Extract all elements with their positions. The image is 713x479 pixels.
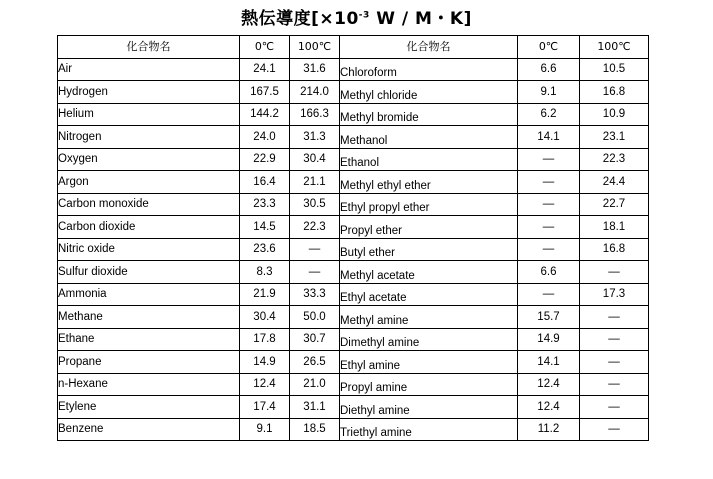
value-100c-right: — — [580, 261, 649, 284]
table-row — [58, 373, 649, 396]
value-0c-right: — — [518, 171, 580, 194]
value-100c-right: 24.4 — [580, 171, 649, 194]
compound-name-right: Methanol — [340, 126, 518, 149]
value-100c-left: 30.7 — [290, 328, 340, 351]
value-0c-left: 167.5 — [240, 81, 290, 104]
compound-name-right: Methyl bromide — [340, 103, 518, 126]
compound-name-right: Ethyl amine — [340, 351, 518, 374]
value-100c-left: 30.5 — [290, 193, 340, 216]
value-100c-right: 10.9 — [580, 103, 649, 126]
page-title — [0, 4, 713, 29]
value-100c-left: 18.5 — [290, 418, 340, 441]
value-0c-left: 24.0 — [240, 126, 290, 149]
value-0c-right: 14.1 — [518, 126, 580, 149]
compound-name-right: Diethyl amine — [340, 396, 518, 419]
value-0c-right: 12.4 — [518, 396, 580, 419]
value-0c-left: 17.4 — [240, 396, 290, 419]
table-row — [58, 283, 649, 306]
value-100c-right: 22.3 — [580, 148, 649, 171]
compound-name-right: Dimethyl amine — [340, 328, 518, 351]
value-100c-right: — — [580, 328, 649, 351]
value-0c-right: — — [518, 283, 580, 306]
title-unit: W / M・K] — [369, 9, 472, 29]
thermal-conductivity-table — [57, 35, 649, 441]
table-row — [58, 328, 649, 351]
value-100c-left: 166.3 — [290, 103, 340, 126]
value-0c-left: 22.9 — [240, 148, 290, 171]
compound-name-left: Sulfur dioxide — [58, 261, 240, 284]
compound-name-left: Ammonia — [58, 283, 240, 306]
table-row — [58, 148, 649, 171]
header-100c-left: 100℃ — [290, 36, 340, 59]
value-0c-right: — — [518, 148, 580, 171]
value-0c-left: 23.3 — [240, 193, 290, 216]
table-row — [58, 103, 649, 126]
compound-name-left: Benzene — [58, 418, 240, 441]
compound-name-right: Ethyl propyl ether — [340, 193, 518, 216]
compound-name-left: Propane — [58, 351, 240, 374]
compound-name-left: Argon — [58, 171, 240, 194]
table-row — [58, 126, 649, 149]
value-100c-right: 22.7 — [580, 193, 649, 216]
table-row — [58, 306, 649, 329]
compound-name-right: Triethyl amine — [340, 418, 518, 441]
value-100c-right: 16.8 — [580, 238, 649, 261]
compound-name-right: Ethyl acetate — [340, 283, 518, 306]
value-0c-right: 11.2 — [518, 418, 580, 441]
table-row — [58, 418, 649, 441]
compound-name-right: Methyl acetate — [340, 261, 518, 284]
header-row — [58, 36, 649, 59]
value-0c-left: 8.3 — [240, 261, 290, 284]
compound-name-left: n-Hexane — [58, 373, 240, 396]
value-100c-right: — — [580, 351, 649, 374]
value-0c-left: 21.9 — [240, 283, 290, 306]
value-0c-left: 144.2 — [240, 103, 290, 126]
compound-name-right: Propyl ether — [340, 216, 518, 239]
value-0c-right: 9.1 — [518, 81, 580, 104]
value-100c-left: 33.3 — [290, 283, 340, 306]
compound-name-left: Nitric oxide — [58, 238, 240, 261]
table-row — [58, 171, 649, 194]
title-main: 熱伝導度[×10 — [241, 9, 359, 29]
value-100c-left: 31.3 — [290, 126, 340, 149]
value-100c-left: 31.1 — [290, 396, 340, 419]
value-100c-right: — — [580, 418, 649, 441]
value-0c-right: — — [518, 216, 580, 239]
compound-name-right: Butyl ether — [340, 238, 518, 261]
compound-name-left: Carbon monoxide — [58, 193, 240, 216]
value-100c-left: 21.0 — [290, 373, 340, 396]
compound-name-left: Oxygen — [58, 148, 240, 171]
value-100c-right: 23.1 — [580, 126, 649, 149]
compound-name-right: Ethanol — [340, 148, 518, 171]
value-100c-left: 22.3 — [290, 216, 340, 239]
compound-name-left: Carbon dioxide — [58, 216, 240, 239]
value-0c-right: 6.2 — [518, 103, 580, 126]
value-0c-left: 24.1 — [240, 58, 290, 81]
table-row — [58, 193, 649, 216]
compound-name-right: Methyl amine — [340, 306, 518, 329]
table-row — [58, 216, 649, 239]
header-0c-left: 0℃ — [240, 36, 290, 59]
value-100c-right: — — [580, 396, 649, 419]
value-0c-right: 15.7 — [518, 306, 580, 329]
compound-name-left: Air — [58, 58, 240, 81]
table-row — [58, 81, 649, 104]
value-100c-left: — — [290, 238, 340, 261]
value-100c-left: 21.1 — [290, 171, 340, 194]
table-row — [58, 238, 649, 261]
value-0c-right: — — [518, 193, 580, 216]
compound-name-left: Helium — [58, 103, 240, 126]
value-100c-left: 26.5 — [290, 351, 340, 374]
value-100c-right: — — [580, 306, 649, 329]
value-0c-left: 14.5 — [240, 216, 290, 239]
value-100c-left: 50.0 — [290, 306, 340, 329]
table-row — [58, 261, 649, 284]
value-100c-left: 30.4 — [290, 148, 340, 171]
value-0c-right: 6.6 — [518, 261, 580, 284]
value-100c-right: — — [580, 373, 649, 396]
value-0c-right: 6.6 — [518, 58, 580, 81]
value-0c-left: 14.9 — [240, 351, 290, 374]
header-100c-right: 100℃ — [580, 36, 649, 59]
value-100c-left: — — [290, 261, 340, 284]
value-0c-left: 17.8 — [240, 328, 290, 351]
compound-name-right: Methyl ethyl ether — [340, 171, 518, 194]
value-0c-right: 14.9 — [518, 328, 580, 351]
compound-name-right: Propyl amine — [340, 373, 518, 396]
compound-name-right: Chloroform — [340, 58, 518, 81]
header-compound-right: 化合物名 — [340, 36, 518, 59]
compound-name-left: Ethane — [58, 328, 240, 351]
value-100c-right: 16.8 — [580, 81, 649, 104]
header-0c-right: 0℃ — [518, 36, 580, 59]
table-row — [58, 351, 649, 374]
value-0c-left: 16.4 — [240, 171, 290, 194]
compound-name-left: Hydrogen — [58, 81, 240, 104]
table-row — [58, 58, 649, 81]
value-0c-left: 30.4 — [240, 306, 290, 329]
value-0c-right: 12.4 — [518, 373, 580, 396]
value-0c-left: 23.6 — [240, 238, 290, 261]
value-0c-left: 12.4 — [240, 373, 290, 396]
value-0c-right: 14.1 — [518, 351, 580, 374]
compound-name-right: Methyl chloride — [340, 81, 518, 104]
value-100c-right: 18.1 — [580, 216, 649, 239]
value-100c-right: 17.3 — [580, 283, 649, 306]
value-100c-left: 31.6 — [290, 58, 340, 81]
title-exponent: -3 — [358, 10, 370, 21]
value-0c-left: 9.1 — [240, 418, 290, 441]
value-0c-right: — — [518, 238, 580, 261]
header-compound-left: 化合物名 — [58, 36, 240, 59]
compound-name-left: Etylene — [58, 396, 240, 419]
table-row — [58, 396, 649, 419]
compound-name-left: Methane — [58, 306, 240, 329]
value-100c-left: 214.0 — [290, 81, 340, 104]
value-100c-right: 10.5 — [580, 58, 649, 81]
compound-name-left: Nitrogen — [58, 126, 240, 149]
